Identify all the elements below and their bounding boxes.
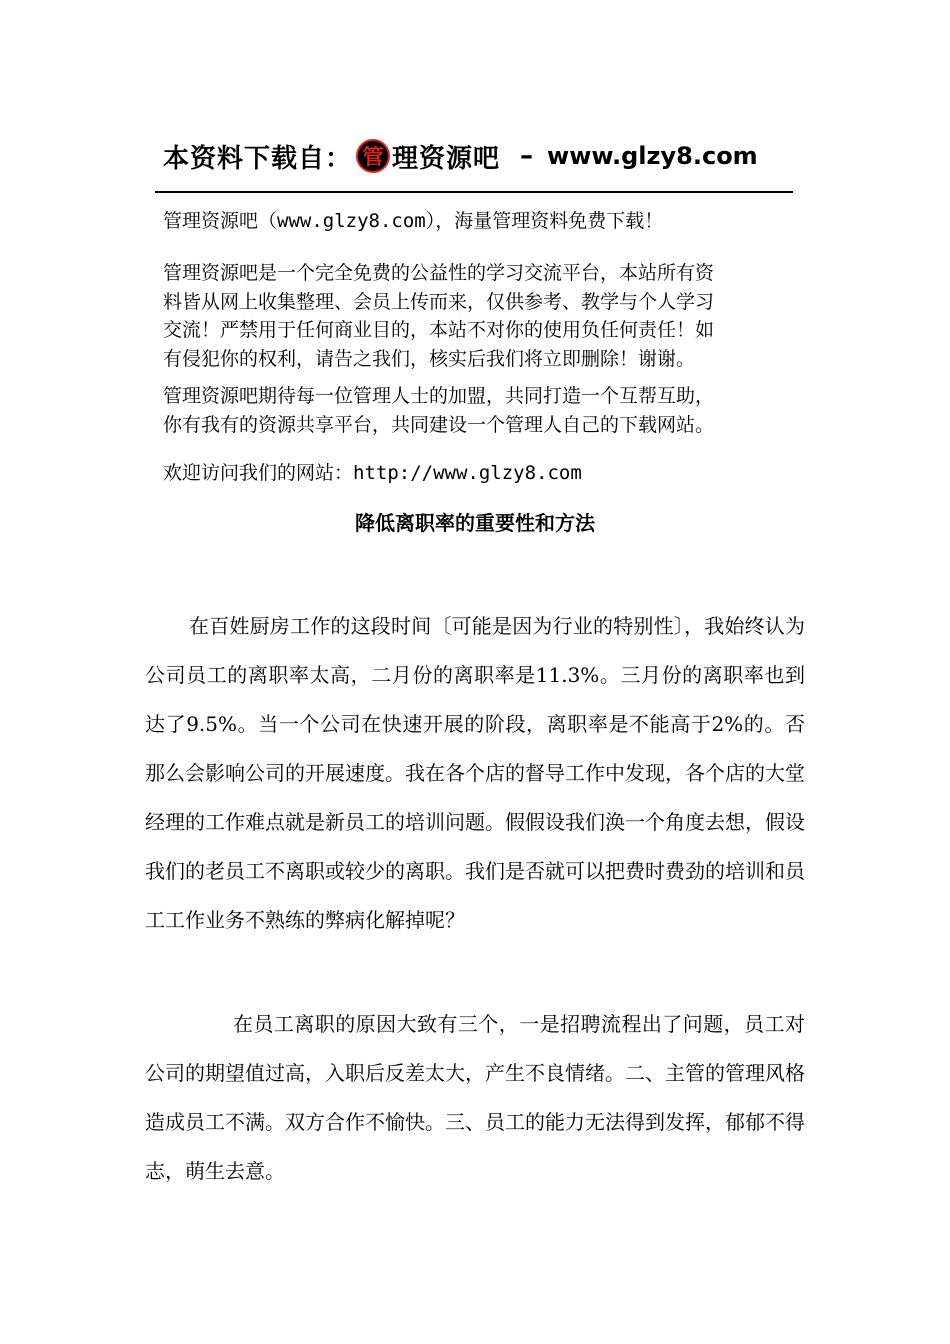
article-title: 降低离职率的重要性和方法 bbox=[355, 511, 595, 535]
article-paragraph-1: 在百姓厨房工作的这段时间〔可能是因为行业的特别性〕，我始终认为公司员工的离职率太高，二月份的离职率是11.3%。三月份的离职率也到达了9.5%。当一个公司在快速开展的阶段，离职率是不能高于2%的。否那么会影响公司的开展速度。我在各个店的督导工作中发现，各个店的大堂经理的工作难点就是新员工的培训问题。假假设我们涣一个角度去想，假设我们的老员工不离职或较少的离职。我们是否就可以把费时费劲的培训和员工工作业务不熟练的弊病化解掉呢？ bbox=[145, 614, 805, 932]
notice-line: 有侵犯你的权利，请告之我们，核实后我们将立即删除！谢谢。 bbox=[163, 347, 696, 370]
article-paragraph-2: 在员工离职的原因大致有三个，一是招聘流程出了问题，员工对公司的期望值过高，入职后反差太大，产生不良情绪。二、主管的管理风格造成员工不满。双方合作不愉快。三、员工的能力无法得到发挥，郁郁不得志，萌生去意。 bbox=[145, 1012, 805, 1183]
download-source-banner bbox=[163, 132, 763, 180]
visit-website-line: 欢迎访问我们的网站：http://www.glzy8.com bbox=[163, 462, 582, 484]
header-divider bbox=[155, 191, 793, 193]
notice-line: 你有我有的资源共享平台，共同建设一个管理人自己的下载网站。 bbox=[163, 413, 715, 436]
brand-logo-icon: 管 bbox=[356, 139, 390, 173]
banner-label: 本资料下载自： bbox=[163, 143, 353, 174]
notice-paragraph-2 bbox=[163, 259, 803, 373]
brand-separator: – bbox=[520, 141, 534, 171]
brand-url[interactable]: www.glzy8.com bbox=[547, 142, 758, 170]
brand-name: 理资源吧 bbox=[392, 143, 501, 174]
notice-line-1: 管理资源吧（www.glzy8.com），海量管理资料免费下载！ bbox=[163, 210, 664, 232]
notice-line: 管理资源吧期待每一位管理人士的加盟，共同打造一个互帮互助， bbox=[163, 385, 715, 407]
notice-paragraph-3 bbox=[163, 382, 803, 439]
notice-line: 交流！严禁用于任何商业目的，本站不对你的使用负任何责任！如 bbox=[163, 319, 715, 341]
notice-line: 料皆从网上收集整理、会员上传而来，仅供参考、教学与个人学习 bbox=[163, 290, 715, 313]
notice-line: 管理资源吧是一个完全免费的公益性的学习交流平台，本站所有资 bbox=[163, 262, 715, 284]
